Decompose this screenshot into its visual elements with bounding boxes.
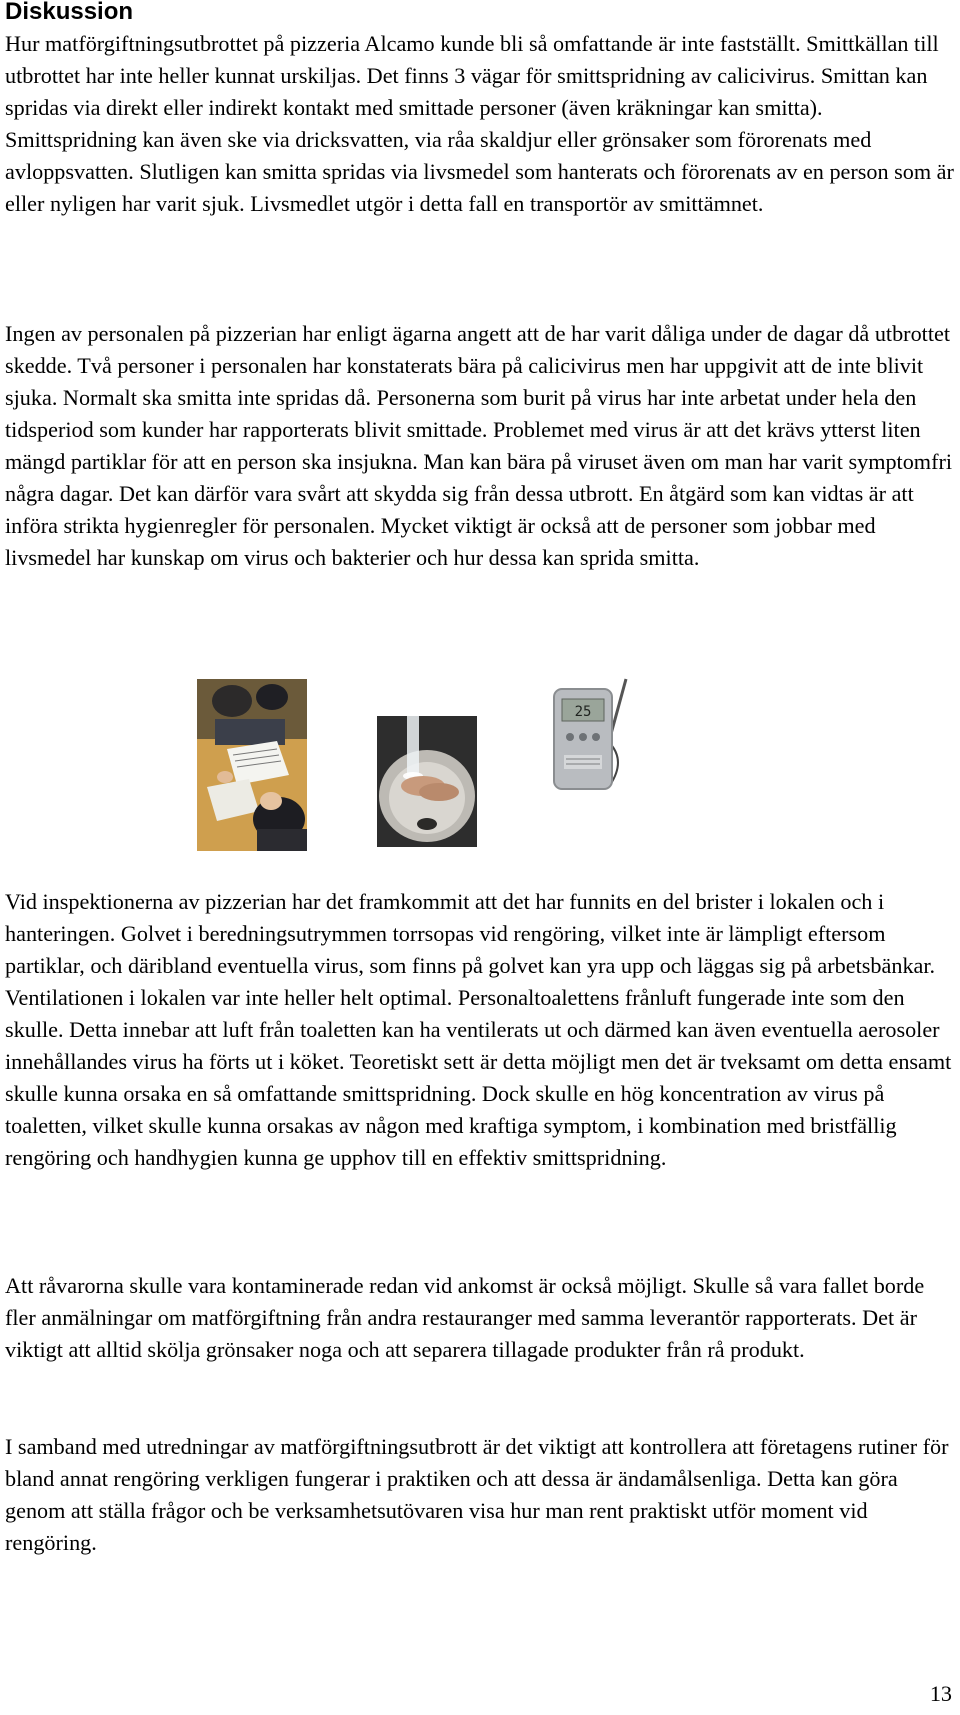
paragraph-transmission-routes: Hur matförgiftningsutbrottet på pizzeria Alcamo kunde bli så omfattande är inte fastställt. Smittkällan till utbrottet har inte heller kunnat urskiljas. Det finns 3 vägar för smittspridning av calicivirus. Smittan kan spridas via direkt eller indirekt kontakt med smittade personer (även kräkningar kan smitta). Smittspridning kan även ske via dricksvatten, via råa skaldjur eller grönsaker som förorenats med avloppsvatten. Slutligen kan smitta spridas via livsmedel som hanterats och förorenats av en person som är eller nyligen har varit sjuk. Livsmedlet utgör i detta fall en transportör av smittämnet. bbox=[5, 31, 954, 216]
paragraph-routines: I samband med utredningar av matförgiftningsutbrott är det viktigt att kontrollera att företagens rutiner för bland annat rengöring verkligen fungerar i praktiken och att dessa är ändamålsenliga. Detta kan göra genom att ställa frågor och be verksamhetsutövaren visa hur man rent praktiskt utför moment vid rengöring. bbox=[5, 1434, 949, 1555]
thermometer-illustration bbox=[540, 675, 634, 815]
page-number: 13 bbox=[929, 1681, 952, 1706]
meeting-photo-illustration bbox=[197, 679, 307, 851]
thermometer-display-value: 25 bbox=[574, 704, 592, 720]
meeting-photo bbox=[197, 679, 307, 851]
handwashing-photo-illustration bbox=[377, 716, 477, 847]
thermometer-photo bbox=[540, 675, 634, 815]
section-heading: Diskussion bbox=[5, 0, 134, 25]
paragraph-raw-materials: Att råvarorna skulle vara kontaminerade redan vid ankomst är också möjligt. Skulle så vara fallet borde fler anmälningar om matförgiftning från andra restauranger med samma leverantör rapporterats. Det är viktigt att alltid skölja grönsaker noga och att separera tillagade produkter från rå produkt. bbox=[5, 1273, 925, 1362]
paragraph-staff-carriers: Ingen av personalen på pizzerian har enligt ägarna angett att de har varit dåliga under de dagar då utbrottet skedde. Två personer i personalen har konstaterats bära på calicivirus men har uppgivit att de inte blivit sjuka. Normalt ska smitta inte spridas då. Personerna som burit på virus har inte arbetat under hela den tidsperiod som kunder har rapporterats blivit smittade. Problemet med virus är att det krävs ytterst liten mängd partiklar för att en person ska insjukna. Man kan bära på viruset även om man har varit symptomfri några dagar. Det kan därför vara svårt att skydda sig från dessa utbrott. En åtgärd som kan vidtas är att införa strikta hygienregler för personalen. Mycket viktigt är också att de personer som jobbar med livsmedel har kunskap om virus och bakterier och hur dessa kan sprida smitta. bbox=[5, 321, 953, 570]
paragraph-inspection-findings: Vid inspektionerna av pizzerian har det framkommit att det har funnits en del brister i lokalen och i hanteringen. Golvet i beredningsutrymmen torrsopas vid rengöring, vilket inte är lämpligt eftersom partiklar, och däribland eventuella virus, som finns på golvet kan yra upp och läggas sig på arbetsbänkar. Ventilationen i lokalen var inte heller helt optimal. Personaltoalettens frånluft fungerade inte som den skulle. Detta innebar att luft från toaletten kan ha ventilerats ut och därmed kan även eventuella aerosoler innehållandes virus ha förts ut i köket. Teoretiskt sett är detta möjligt men det är tveksamt om detta ensamt skulle kunna orsaka en så omfattande smittspridning. Dock skulle en hög koncentration av virus på toaletten, vilket skulle kunna orsakas av någon med kraftiga symptom, i kombination med bristfällig rengöring och handhygien kunna ge upphov till en effektiv smittspridning. bbox=[5, 889, 952, 1170]
handwashing-photo bbox=[377, 716, 477, 847]
